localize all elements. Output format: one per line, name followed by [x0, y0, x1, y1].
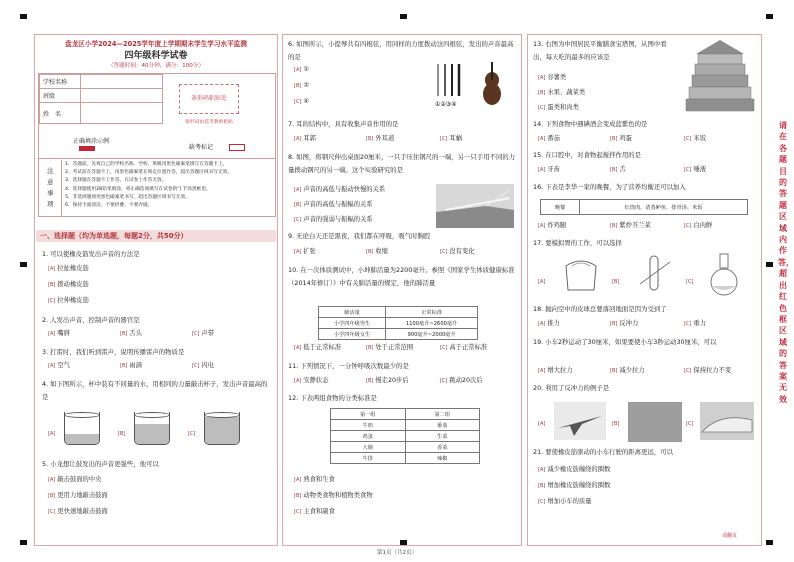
question-6: 6. 如图所示，小提琴共有四根弦，用同样的力度拨动这四根弦，发出的声音最高的是: [288, 40, 514, 61]
table-row: [331, 442, 480, 453]
beaker-a: [64, 412, 100, 445]
option-11a[interactable]: [A] 安静状态: [294, 377, 329, 384]
option-8a[interactable]: [A] 声音的高低与振动快慢的关系: [294, 186, 386, 193]
table-cell: 大肠: [331, 442, 406, 453]
notice-item: 3．选择题在答题卡上作答，在试卷上作答无效。: [65, 178, 167, 184]
option-1a[interactable]: [A] 拉扯橡皮筋: [48, 265, 89, 272]
option-17b[interactable]: [B]: [612, 279, 620, 285]
option-9c[interactable]: [C] 没有变化: [440, 248, 475, 255]
option-14b[interactable]: [B] 鸡蛋: [610, 135, 632, 142]
notice-item: 4．选择题使用2B铅笔填涂，将正确选项填写在试卷的“[ ]”涂黑框里。: [65, 186, 211, 192]
lifting-photo: [628, 402, 682, 442]
table-cell: 小学四年级男生: [319, 318, 386, 329]
question-8: 8. 如图，将钢尺伸出桌面20厘米，一只手压住钢尺的一端，另一只手用不同的力量拨动钢尺的另一端。这个实验研究的是: [288, 153, 516, 174]
table-cell: 900毫升~2000毫升: [386, 329, 478, 340]
option-5c[interactable]: [C] 更快速地敲击鼓面: [48, 508, 108, 515]
table-row: [331, 431, 480, 442]
option-4a[interactable]: [A]: [48, 431, 56, 437]
flask-illustration: [700, 252, 750, 296]
question-4: 4. 如下图所示，杯中装有不同量的水，用相同的力量敲击杯子，发出声音最高的是: [42, 380, 268, 401]
option-2c[interactable]: [C] 声带: [192, 330, 214, 337]
option-10a[interactable]: [A] 低于正常标准: [294, 344, 342, 351]
table-cell: 牛奶: [331, 420, 406, 431]
registration-mark: [20, 262, 27, 267]
option-11c[interactable]: [C] 跳动20次后: [440, 377, 483, 384]
registration-mark: [20, 14, 27, 19]
question-15: 15. 在口腔中，对食物起搅拌作用的是: [533, 151, 642, 159]
option-12b[interactable]: [B] 动物类食物和植物类食物: [294, 492, 373, 499]
option-6b[interactable]: [B] ②: [294, 82, 309, 89]
table-cell: 番茄: [405, 420, 480, 431]
question-19: 19. 小车2秒运动了30厘米，如果要使小车3秒运动30厘米，可以: [533, 338, 717, 346]
option-12c[interactable]: [C] 主食和副食: [294, 508, 335, 515]
notice-item: 6．保持卡面清洁，不要折叠、不要弄破。: [65, 203, 153, 209]
barcode-area: 条形码粘贴处: [179, 84, 239, 114]
name-label: 姓 名: [40, 103, 81, 124]
question-12: 12. 下表两组食物的分类标准是: [288, 394, 377, 402]
question-7: 7. 耳的结构中，具有收集声音作用的是: [288, 120, 399, 128]
option-15c[interactable]: [C] 唾液: [684, 166, 706, 173]
option-18c[interactable]: [C] 重力: [684, 320, 706, 327]
table-row: [319, 329, 478, 340]
registration-mark: [766, 262, 773, 267]
option-8c[interactable]: [C] 声音的强弱与振幅的关系: [294, 216, 373, 223]
option-11b[interactable]: [B] 慢走20步后: [366, 377, 409, 384]
option-10c[interactable]: [C] 高于正常标准: [440, 344, 488, 351]
table-cell: 小学四年级女生: [319, 329, 386, 340]
question-2: 2. 人发出声音、控制声音的器官是: [42, 316, 140, 324]
exam-subtitle: 四年级科学试卷: [124, 51, 188, 61]
question-17: 17. 要模拟胃的工作，可以选择: [533, 239, 622, 247]
option-1c[interactable]: [C] 拉伸橡皮筋: [48, 297, 89, 304]
table-header: 第一组: [331, 409, 406, 420]
option-7c[interactable]: [C] 耳蜗: [440, 135, 462, 142]
option-2a[interactable]: [A] 嘴唇: [48, 330, 70, 337]
exam-header-title: 盘龙区小学2024—2025学年度上学期期末学生学习水平监测: [65, 40, 247, 48]
option-19c[interactable]: [C] 保持拉力不变: [684, 367, 732, 374]
dinner-table: [540, 199, 748, 215]
bag-illustration: [556, 254, 606, 294]
option-17a[interactable]: [A]: [538, 279, 546, 285]
svg-text:①②③④: ①②③④: [435, 101, 457, 108]
option-12a[interactable]: [A] 熟食和生食: [294, 476, 335, 483]
notice-item: 1．答题前，先将自己的学校名称、学校、班级用黑色碳素笔填写在答题卡上。: [65, 162, 228, 167]
train-illustration: [700, 402, 754, 440]
option-13a[interactable]: [A] 谷薯类: [538, 74, 567, 81]
registration-mark: [400, 14, 407, 19]
option-14a[interactable]: [A] 番茄: [538, 135, 560, 142]
violin-strings-illustration: [432, 60, 512, 110]
question-14: 14. 下列食物中遇碘酒会变成蓝紫色的是: [533, 120, 648, 128]
option-5b[interactable]: [B] 更用力地敲击鼓面: [48, 492, 108, 499]
option-7a[interactable]: [A] 耳郭: [294, 135, 316, 142]
option-6c[interactable]: [C] ④: [294, 98, 310, 105]
table-row: [331, 453, 480, 464]
question-16: 16. 下表是李华一家的晚餐，为了营养均衡还可以加入: [533, 183, 686, 191]
option-13c[interactable]: [C] 蛋类和肉类: [538, 104, 579, 111]
option-7b[interactable]: [B] 外耳道: [366, 135, 395, 142]
option-5a[interactable]: [A] 敲击鼓面的中央: [48, 476, 102, 483]
option-15b[interactable]: [B] 舌: [610, 166, 626, 173]
question-1: 1. 可以使橡皮筋发出声音的方法是: [42, 250, 140, 258]
table-cell: 1100毫升~2600毫升: [386, 318, 478, 329]
table-cell: 生菜: [405, 431, 480, 442]
table-cell: 辣椒: [405, 453, 480, 464]
table-row: [319, 318, 478, 329]
option-13b[interactable]: [B] 水果、蔬菜类: [538, 89, 586, 96]
registration-mark: [20, 540, 27, 545]
question-3: 3. 打雷时，我们听到雷声，说明传播雷声的物质是: [42, 348, 185, 356]
option-6a[interactable]: [A] ①: [294, 66, 309, 73]
question-21: 21. 要使橡皮筋驱动的小车行驶的距离更远，可以: [533, 448, 674, 456]
option-20a[interactable]: [A]: [538, 421, 546, 427]
option-1b[interactable]: [B] 拨动橡皮筋: [48, 281, 89, 288]
option-9a[interactable]: [A] 扩张: [294, 248, 316, 255]
table-header: 正常标准: [386, 307, 478, 318]
question-9: 9. 无论白天还是黑夜，我们都在呼吸，吸气时胸腔: [288, 232, 431, 240]
test-tube-illustration: [630, 254, 680, 294]
option-19a[interactable]: [A] 增大拉力: [538, 367, 573, 374]
option-18a[interactable]: [A] 推力: [538, 320, 560, 327]
steel-ruler-illustration: [436, 184, 514, 228]
table-cell: 牛排: [331, 453, 406, 464]
option-21a[interactable]: [A] 减少橡皮筋缠绕的圈数: [538, 466, 611, 473]
option-8b[interactable]: [B] 声音的高低与振幅的关系: [294, 201, 373, 208]
table-row: [541, 200, 748, 215]
table-cell: 红烧肉、清蒸鲈鱼、排骨汤、米饭: [580, 200, 748, 215]
class-label: 班级: [40, 89, 81, 103]
option-21c[interactable]: [C] 增加小车的质量: [538, 498, 592, 505]
option-3a[interactable]: [A] 空气: [48, 362, 70, 369]
food-pyramid-illustration: [684, 38, 756, 112]
option-4b[interactable]: [B]: [118, 431, 126, 437]
option-18b[interactable]: [B] 反冲力: [610, 320, 639, 327]
table-cell: 鸡蛋: [331, 431, 406, 442]
section-title: 一、选择题（均为单选题，每题2分，共50分）: [36, 230, 276, 242]
table-header: 肺活量: [319, 307, 386, 318]
option-20b[interactable]: [B]: [612, 421, 620, 427]
option-16b[interactable]: [B] 紫炒芥兰菜: [610, 222, 651, 229]
notice-label: 注意事项: [47, 167, 54, 208]
option-20c[interactable]: [C]: [686, 421, 694, 427]
question-11: 11. 下列情况下，一分钟呼吸次数最少的是: [288, 362, 409, 370]
jet-illustration: [554, 402, 606, 440]
option-10b[interactable]: [B] 处于正常范围: [366, 344, 414, 351]
option-17c[interactable]: [C]: [686, 279, 694, 285]
lung-capacity-table: [318, 306, 478, 340]
option-2b[interactable]: [B] 舌头: [120, 330, 142, 337]
registration-mark: [766, 540, 773, 545]
question-20: 20. 利用了反冲力的例子是: [533, 384, 610, 392]
question-18: 18. 抛向空中的皮球总要落回地面是因为受到了: [533, 305, 667, 313]
school-label: 学校名称: [40, 75, 81, 89]
option-16c[interactable]: [C] 白肉鲜: [684, 222, 713, 229]
question-10: 10. 在一次体质测试中，小坤肺活量为2200毫升。参照《国家学生体质健康标准（2014年修订）》中有关肺活量的规定，他的肺活量: [288, 266, 515, 287]
page-number: 第1页（共2页）: [377, 550, 417, 556]
option-9b[interactable]: [B] 收缩: [366, 248, 388, 255]
side-answer-note: 请在各题目的答题区域内作答，超出红色框区域的答案无效: [778, 121, 794, 404]
table-cell: 晚餐: [541, 200, 580, 215]
registration-mark: [766, 14, 773, 19]
barcode-note: 条形码由监考教师粘贴: [185, 120, 233, 125]
table-header: 第二组: [405, 409, 480, 420]
food-table: [330, 408, 480, 464]
table-cell: 香菜: [405, 442, 480, 453]
question-13: 13. 右图为中国居民平衡膳食宝塔图，从图中看出，每天吃的最多的应该是: [533, 40, 667, 61]
option-4c[interactable]: [C]: [188, 431, 196, 437]
option-15a[interactable]: [A] 牙齿: [538, 166, 560, 173]
question-5: 5. 小龙想让鼓发出的声音更强些，他可以: [42, 460, 159, 468]
option-19b[interactable]: [B] 减少拉力: [610, 367, 645, 374]
option-3c[interactable]: [C] 闪电: [192, 362, 214, 369]
exam-time-score: （答题时间：40分钟，满分：100分）: [107, 63, 205, 69]
correct-fill-example: 正确填涂示例: [73, 138, 110, 145]
table-row: [331, 420, 480, 431]
column-1: [34, 34, 278, 546]
beaker-b: [134, 412, 170, 445]
option-21b[interactable]: [B] 增加橡皮筋缠绕的圈数: [538, 482, 611, 489]
beaker-c: [204, 412, 240, 445]
notice-item: 2．考试前在答题卡上，用黑色碳素笔在规定位置作答，超出答题区域书写无效。: [65, 170, 233, 176]
absent-mark-label: 缺考标记: [189, 144, 214, 151]
column-2: [282, 34, 522, 546]
option-16a[interactable]: [A] 炸鸡腿: [538, 222, 567, 229]
notice-item: 5．非选择题须用黑色碳素笔书写，超出答题区域书写无效。: [65, 194, 190, 200]
option-3b[interactable]: [B] 雨滴: [120, 362, 142, 369]
turn-page-note: 请翻页: [722, 533, 738, 539]
option-14c[interactable]: [C] 米饭: [684, 135, 706, 142]
